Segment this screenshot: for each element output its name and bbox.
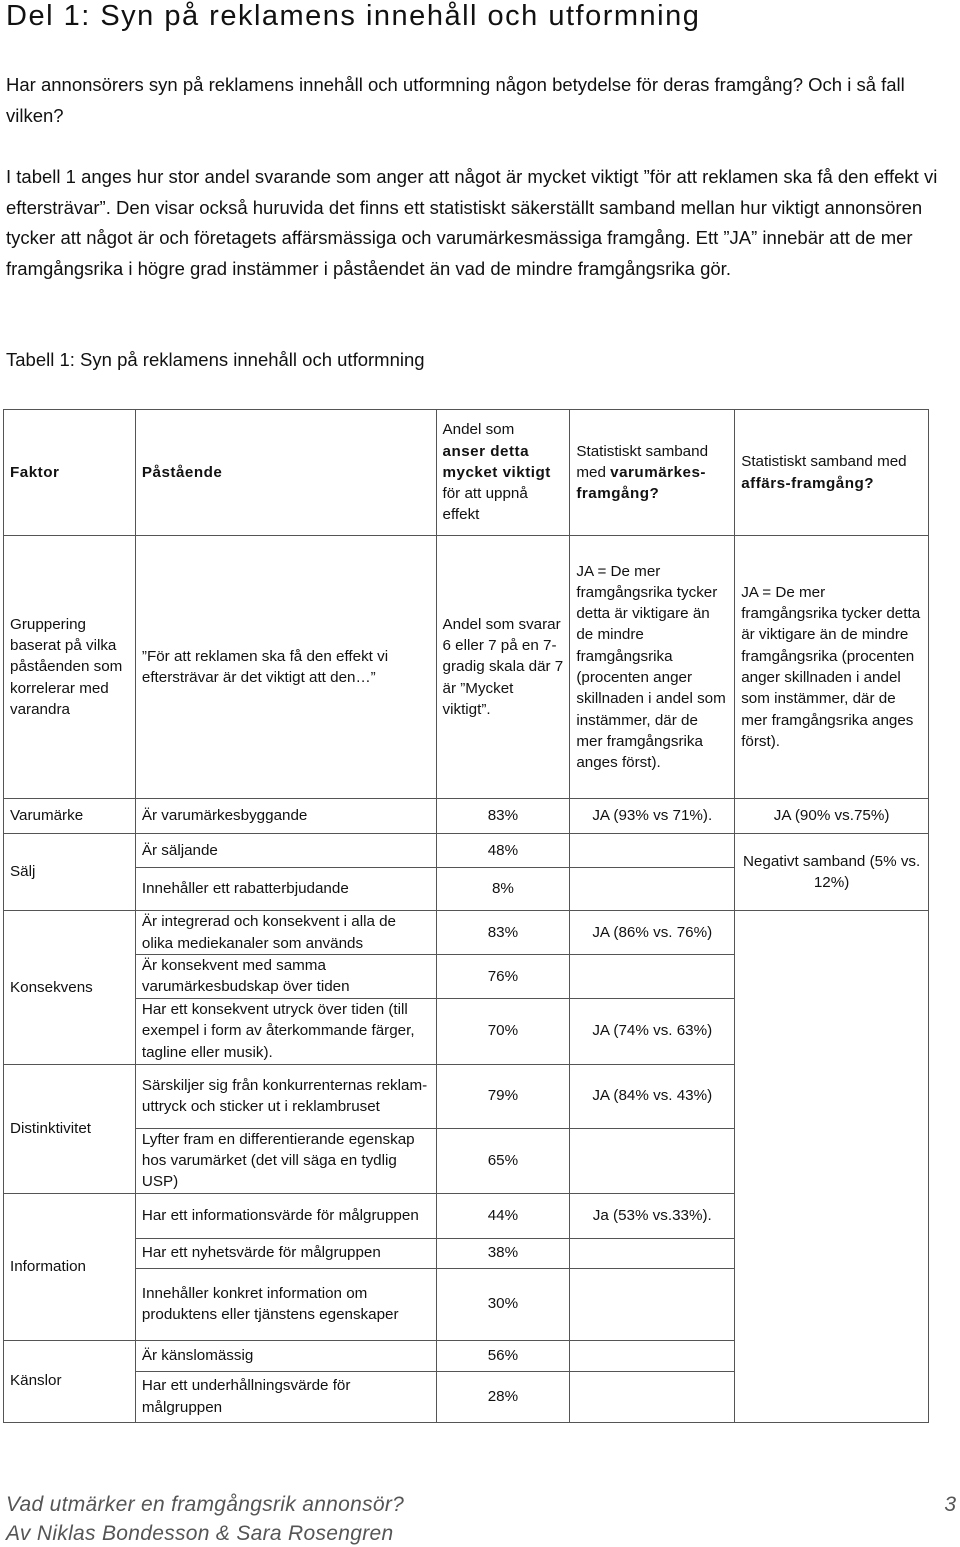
results-table (3, 409, 929, 1423)
desc-pastaende: ”För att reklamen ska få den effekt vi eftersträvar är det viktigt att den…” (135, 536, 436, 799)
cell-pastaende: Har ett konsekvent utryck över tiden (till exempel i form av återkommande färger, tagline eller musik). (135, 998, 436, 1064)
table-row (4, 911, 929, 955)
cell-affar-empty (735, 911, 929, 1423)
cell-andel: 28% (436, 1371, 570, 1422)
group-distinktivitet: Distinktivitet (4, 1064, 136, 1193)
cell-pastaende: Lyfter fram en differentierande egenskap hos varumärket (det vill säga en tydlig USP) (135, 1128, 436, 1193)
table-row (4, 799, 929, 834)
table-header-row (4, 410, 929, 536)
group-konsekvens: Konsekvens (4, 911, 136, 1065)
desc-varumarke: JA = De mer framgångsrika tycker detta är viktigare än de mindre framgångsrika (procenten anger skillnaden i andel som instämmer, där de mer framgångsrika anges först). (570, 536, 735, 799)
cell-varumarke: Ja (53% vs.33%). (570, 1193, 735, 1238)
cell-andel: 70% (436, 998, 570, 1064)
cell-pastaende: Är säljande (135, 834, 436, 868)
desc-faktor: Gruppering baserat på vilka påståenden som korrelerar med varandra (4, 536, 136, 799)
cell-pastaende: Särskiljer sig från konkurrenternas reklam-uttryck och sticker ut i reklambruset (135, 1064, 436, 1128)
header-pastaende: Påstående (135, 410, 436, 536)
cell-andel: 44% (436, 1193, 570, 1238)
cell-varumarke: JA (84% vs. 43%) (570, 1064, 735, 1128)
cell-varumarke (570, 834, 735, 868)
group-kanslor: Känslor (4, 1340, 136, 1422)
cell-affar: JA (90% vs.75%) (735, 799, 929, 834)
cell-varumarke (570, 1268, 735, 1340)
cell-pastaende: Har ett underhållningsvärde för målgruppen (135, 1371, 436, 1422)
page-title: Del 1: Syn på reklamens innehåll och utformning (6, 0, 701, 32)
cell-varumarke (570, 955, 735, 999)
cell-pastaende: Är integrerad och konsekvent i alla de olika mediekanaler som används (135, 911, 436, 955)
cell-andel: 56% (436, 1340, 570, 1371)
cell-pastaende: Är konsekvent med samma varumärkesbudskap över tiden (135, 955, 436, 999)
cell-andel: 83% (436, 911, 570, 955)
cell-andel: 65% (436, 1128, 570, 1193)
header-affars-samband: Statistiskt samband med affärs-framgång? (735, 410, 929, 536)
footer-title: Vad utmärker en framgångsrik annonsör? (6, 1493, 405, 1516)
cell-pastaende: Innehåller ett rabatterbjudande (135, 868, 436, 911)
table-caption: Tabell 1: Syn på reklamens innehåll och utformning (6, 349, 425, 370)
cell-pastaende: Är varumärkesbyggande (135, 799, 436, 834)
cell-affar-negative: Negativt samband (5% vs. 12%) (735, 834, 929, 911)
desc-andel: Andel som svarar 6 eller 7 på en 7-gradig skala där 7 är ”Mycket viktigt”. (436, 536, 570, 799)
cell-varumarke (570, 1238, 735, 1268)
cell-faktor: Varumärke (4, 799, 136, 834)
header-varumarkes-samband: Statistiskt samband med varumärkes-framgång? (570, 410, 735, 536)
cell-varumarke: JA (93% vs 71%). (570, 799, 735, 834)
group-information: Information (4, 1193, 136, 1340)
cell-andel: 30% (436, 1268, 570, 1340)
cell-varumarke (570, 1340, 735, 1371)
desc-affar: JA = De mer framgångsrika tycker detta är viktigare än de mindre framgångsrika (procenten anger skillnaden i andel som instämmer, där de mer framgångsrika anges först). (735, 536, 929, 799)
cell-varumarke: JA (74% vs. 63%) (570, 998, 735, 1064)
cell-pastaende: Innehåller konkret information om produktens eller tjänstens egenskaper (135, 1268, 436, 1340)
intro-paragraph-2: I tabell 1 anges hur stor andel svarande som anger att något är mycket viktigt ”för att reklamen ska få den effekt vi eftersträvar”. Den visar också huruvida det finns ett statistiskt säkerställt samband mellan hur viktigt annonsören tycker att något är och företagets affärsmässiga och varumärkesmässiga framgång. Ett ”JA” innebär att de mer framgångsrika i högre grad instämmer i påståendet än vad de mindre framgångsrika gör. (6, 166, 938, 279)
cell-varumarke: JA (86% vs. 76%) (570, 911, 735, 955)
table-description-row (4, 536, 929, 799)
cell-pastaende: Är känslomässig (135, 1340, 436, 1371)
cell-andel: 79% (436, 1064, 570, 1128)
cell-pastaende: Har ett nyhetsvärde för målgruppen (135, 1238, 436, 1268)
cell-andel: 76% (436, 955, 570, 999)
group-salj: Sälj (4, 834, 136, 911)
header-andel: Andel som anser detta mycket viktigt för att uppnå effekt (436, 410, 570, 536)
intro-paragraph-1: Har annonsörers syn på reklamens innehåll och utformning någon betydelse för deras framgång? Och i så fall vilken? (6, 74, 905, 126)
cell-andel: 48% (436, 834, 570, 868)
cell-varumarke (570, 1128, 735, 1193)
cell-andel: 38% (436, 1238, 570, 1268)
cell-pastaende: Har ett informationsvärde för målgruppen (135, 1193, 436, 1238)
table-row (4, 834, 929, 868)
cell-andel: 8% (436, 868, 570, 911)
footer-authors: Av Niklas Bondesson & Sara Rosengren (6, 1522, 394, 1545)
cell-varumarke (570, 868, 735, 911)
cell-andel: 83% (436, 799, 570, 834)
header-faktor: Faktor (4, 410, 136, 536)
cell-varumarke (570, 1371, 735, 1422)
page-number: 3 (944, 1493, 956, 1516)
